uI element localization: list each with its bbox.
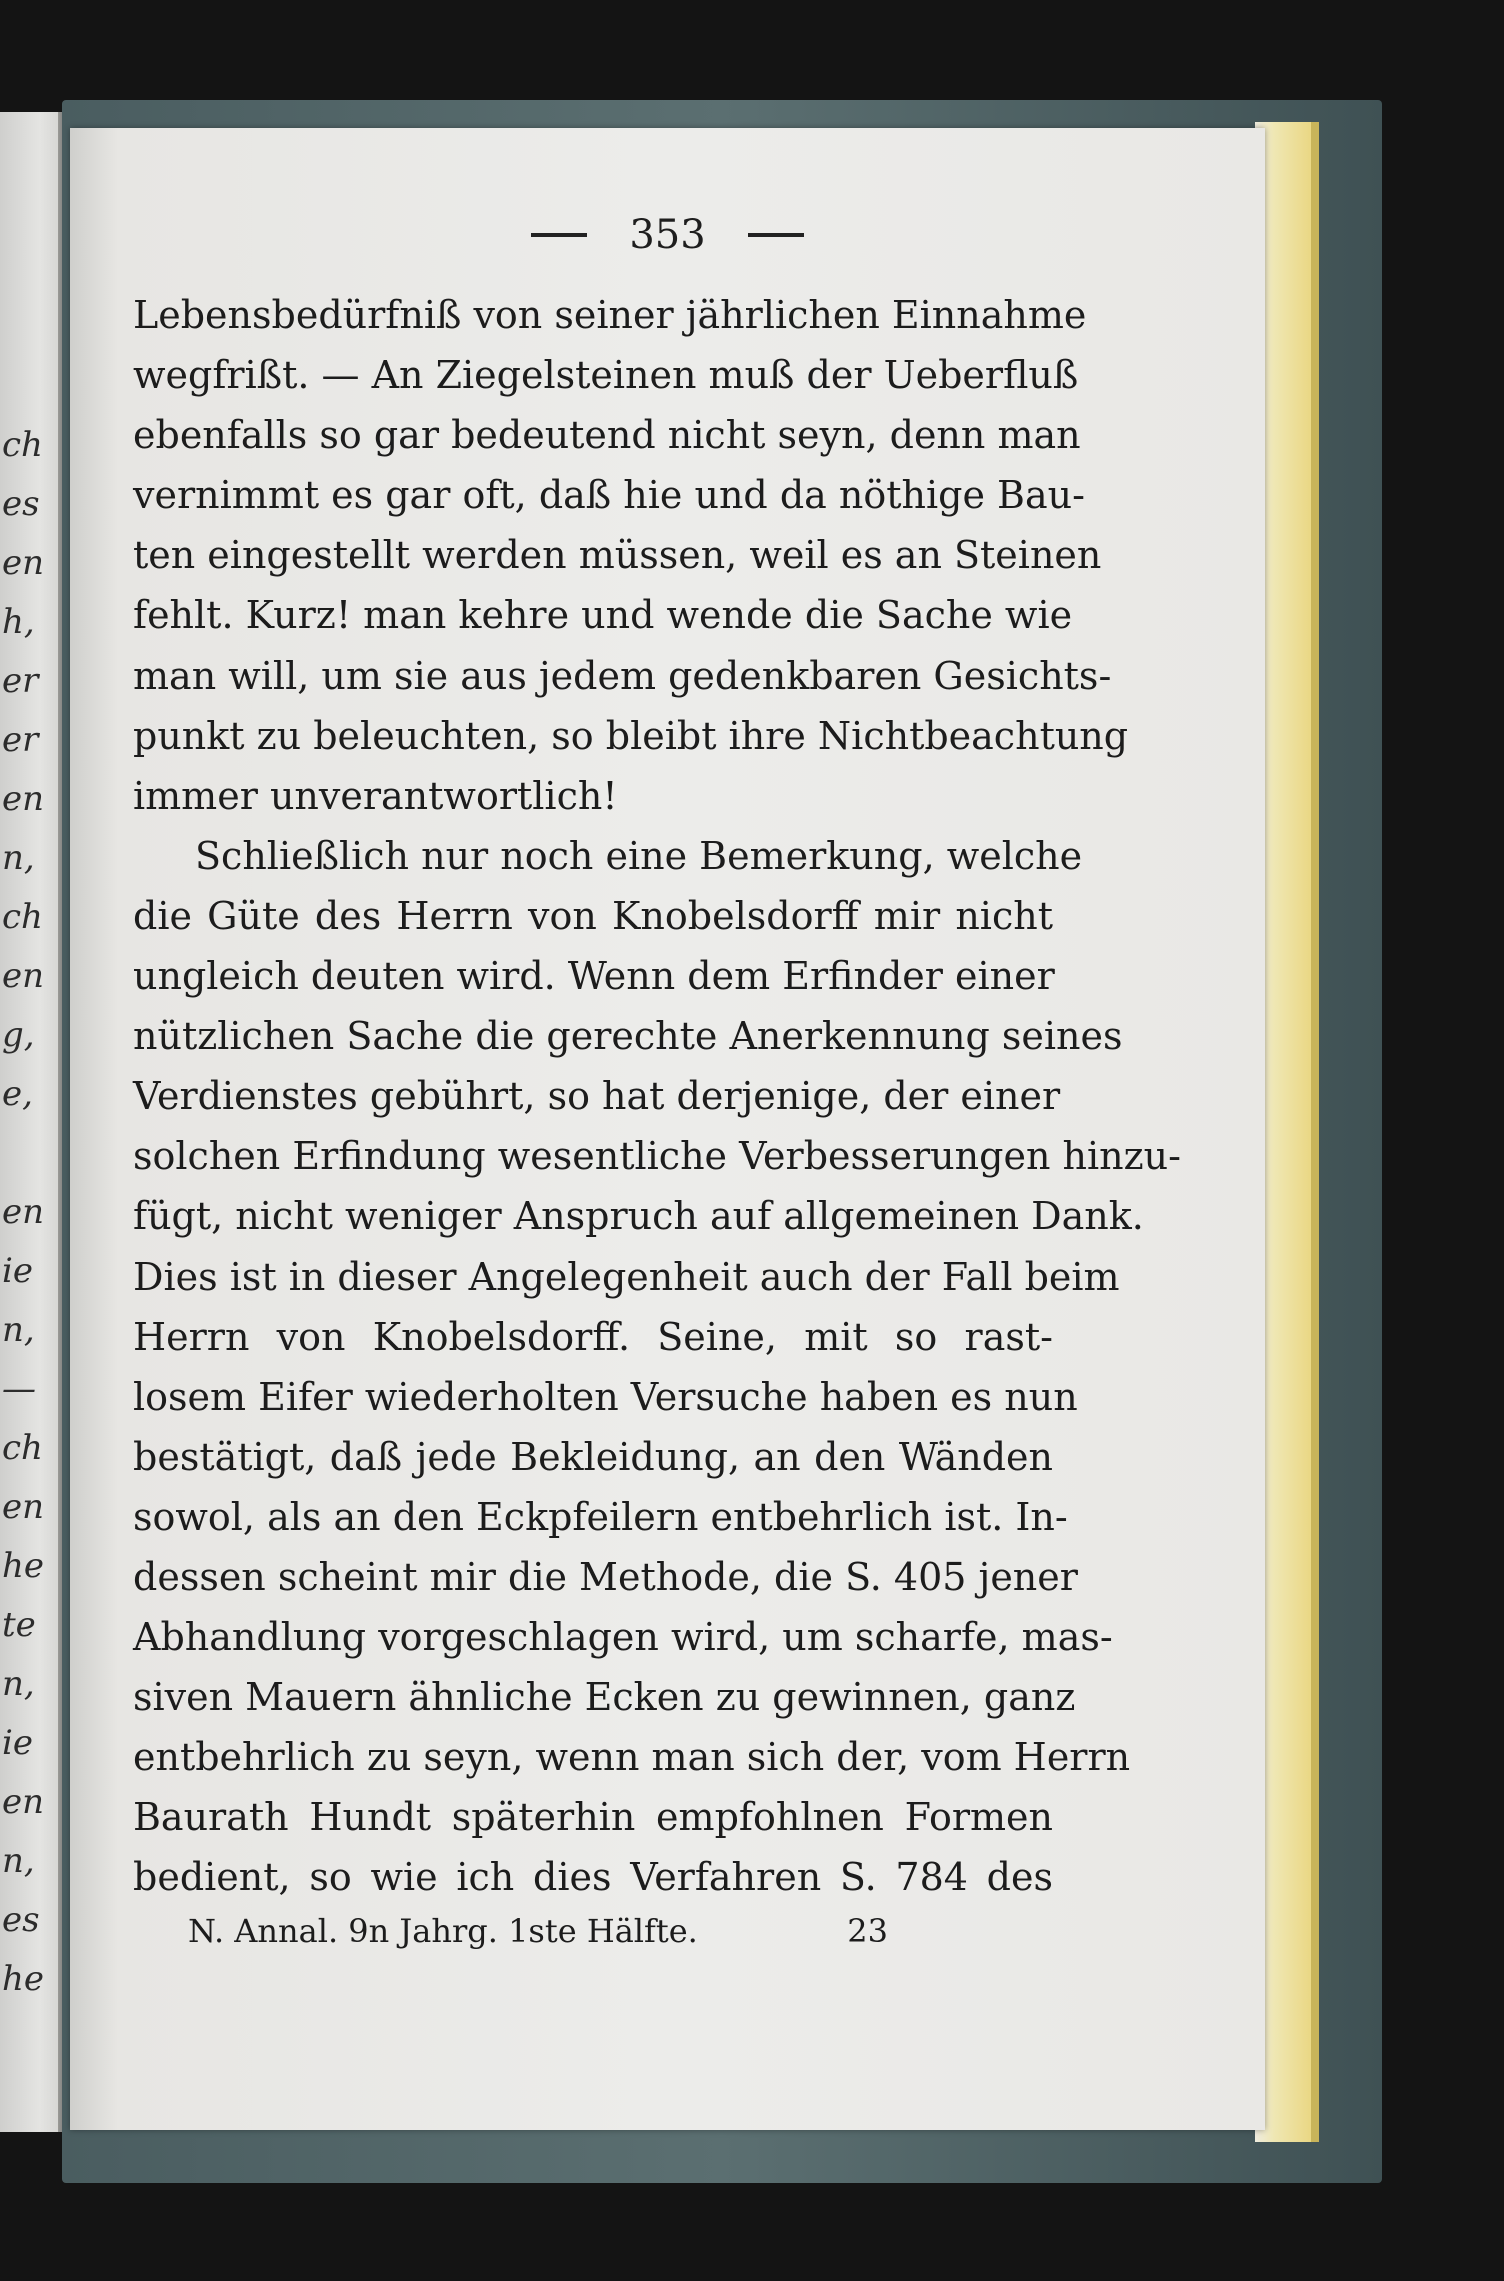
footer-mark: 23 [847,1912,888,1950]
page-header [70,205,1265,265]
body-text [133,285,1181,1908]
text-line: fehlt. Kurz! man kehre und wende die Sache wie [133,593,1073,638]
text-line: entbehrlich zu seyn, wenn man sich der, vom Herrn [133,1735,1131,1780]
footer-signature: N. Annal. 9n Jahrg. 1ste Hälfte. [188,1912,698,1950]
text-line: vernimmt es gar oft, daß hie und da nöthige Bau- [133,473,1085,518]
previous-page-fragment: ch [2,1428,43,1468]
text-line: wegfrißt. — An Ziegelsteinen muß der Ueberfluß [133,353,1079,398]
previous-page-fragment: es [2,1900,40,1940]
previous-page-fragment: n, [2,1841,35,1881]
previous-page-fragment: h, [2,602,35,642]
text-line: Dies ist in dieser Angelegenheit auch der Fall beim [133,1254,1120,1299]
previous-page-fragment: — [2,1369,36,1409]
previous-page-fragment [2,1125,58,1181]
text-line: ten eingestellt werden müssen, weil es an Steinen [133,533,1102,578]
header-dash-right [748,233,804,237]
text-line: fügt, nicht weniger Anspruch auf allgemeinen Dank. [133,1194,1144,1239]
previous-page-fragment: en [2,956,45,996]
text-line: die Güte des Herrn von Knobelsdorff mir nicht [133,893,1053,938]
text-line: bestätigt, daß jede Bekleidung, an den Wänden [133,1434,1053,1479]
text-line: sowol, als an den Eckpfeilern entbehrlich ist. In- [133,1494,1068,1539]
previous-page-fragment: g, [2,1015,35,1055]
previous-page-edge [0,112,66,2132]
previous-page-fragment: ie [2,1723,33,1763]
text-line: ungleich deuten wird. Wenn dem Erfinder einer [133,954,1055,999]
text-line: Verdienstes gebührt, so hat derjenige, der einer [133,1074,1061,1119]
text-line: losem Eifer wiederholten Versuche haben es nun [133,1374,1078,1419]
previous-page-fragment: er [2,661,39,701]
previous-page-fragment: es [2,484,40,524]
text-line: nützlichen Sache die gerechte Anerkennung seines [133,1014,1123,1059]
text-line: Lebensbedürfniß von seiner jährlichen Einnahme [133,293,1087,337]
previous-page-fragment: en [2,1487,45,1527]
previous-page-fragment: n, [2,1310,35,1350]
text-line: Schließlich nur noch eine Bemerkung, welche [195,833,1083,878]
text-line: man will, um sie aus jedem gedenkbaren Gesichts- [133,653,1112,698]
text-line: punkt zu beleuchten, so bleibt ihre Nichtbeachtung [133,713,1129,758]
text-line: Herrn von Knobelsdorff. Seine, mit so rast- [133,1314,1053,1359]
previous-page-fragment: n, [2,838,35,878]
text-line: Baurath Hundt späterhin empfohlnen Formen [133,1795,1053,1840]
text-line: dessen scheint mir die Methode, die S. 405 jener [133,1554,1078,1599]
previous-page-fragment: en [2,1192,45,1232]
text-line: siven Mauern ähnliche Ecken zu gewinnen, ganz [133,1675,1076,1720]
header-dash-left [531,233,587,237]
previous-page-fragment: n, [2,1664,35,1704]
page-number: 353 [629,212,706,258]
previous-page-fragment: er [2,720,39,760]
text-line: bedient, so wie ich dies Verfahren S. 784 des [133,1855,1053,1900]
text-line: Abhandlung vorgeschlagen wird, um scharfe, mas- [133,1615,1113,1660]
text-line: immer unverantwortlich! [133,773,618,818]
previous-page-fragment: he [2,1959,45,1999]
page-footer [188,1905,888,1957]
previous-page-fragment: he [2,1546,45,1586]
previous-page-fragments [2,417,58,2007]
previous-page-fragment: e, [2,1074,33,1114]
previous-page-fragment: en [2,779,45,819]
previous-page-fragment: en [2,543,45,583]
text-line: ebenfalls so gar bedeutend nicht seyn, denn man [133,413,1081,458]
previous-page-fragment: te [2,1605,36,1645]
previous-page-fragment: ie [2,1251,33,1291]
previous-page-fragment: ch [2,425,43,465]
previous-page-fragment: ch [2,897,43,937]
text-line: solchen Erfindung wesentliche Verbesserungen hinzu- [133,1134,1181,1179]
previous-page-fragment: en [2,1782,45,1822]
